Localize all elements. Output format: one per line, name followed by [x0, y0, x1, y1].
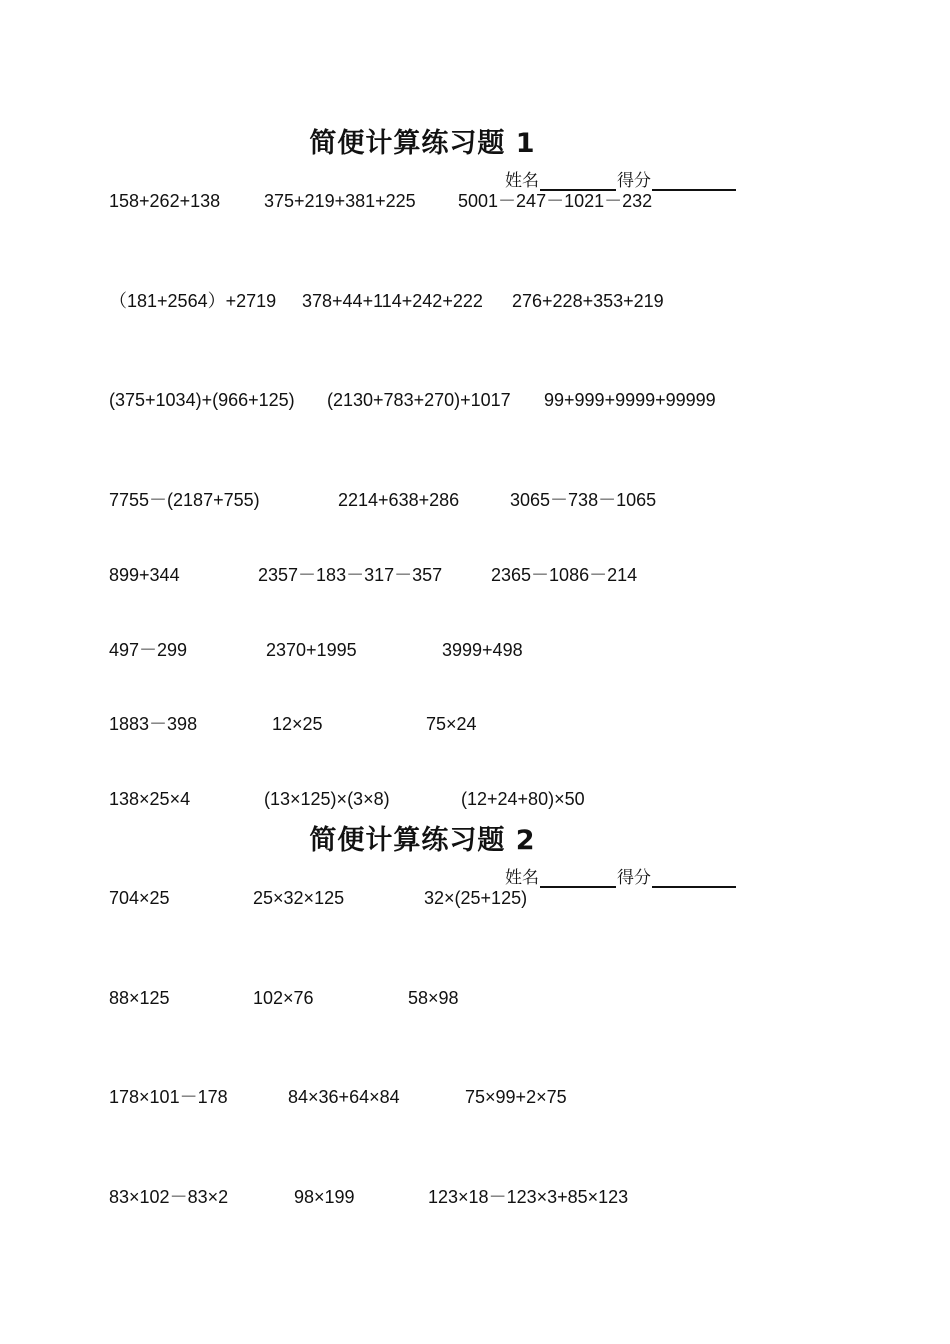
name-blank[interactable] [540, 868, 616, 888]
problem: (375+1034)+(966+125) [109, 390, 295, 410]
problem: 375+219+381+225 [264, 191, 416, 211]
problem: 276+228+353+219 [512, 291, 664, 311]
name-score-line-2 [505, 863, 737, 888]
score-label: 得分 [617, 868, 651, 888]
score-blank[interactable] [652, 171, 736, 191]
worksheet-title-1: 简便计算练习题 1 [309, 128, 536, 159]
name-label: 姓名 [505, 171, 539, 191]
problem: (12+24+80)×50 [461, 789, 585, 809]
problem: 25×32×125 [253, 888, 345, 908]
problem: (2130+783+270)+1017 [327, 390, 511, 410]
problem: 99+999+9999+99999 [544, 390, 716, 410]
problem: 123×18－123×3+85×123 [428, 1187, 629, 1207]
problem: 5001－247－1021－232 [458, 191, 653, 211]
problem: 75×99+2×75 [465, 1087, 567, 1107]
problem: 899+344 [109, 565, 180, 585]
problem: 32×(25+125) [424, 888, 528, 908]
problem: 98×199 [294, 1187, 355, 1207]
problem: 58×98 [408, 988, 459, 1008]
worksheet-title-2: 简便计算练习题 2 [309, 825, 536, 856]
problem: 1883－398 [109, 714, 198, 734]
name-blank[interactable] [540, 171, 616, 191]
problem: 158+262+138 [109, 191, 221, 211]
score-blank[interactable] [652, 868, 736, 888]
problem: （181+2564）+2719 [109, 291, 277, 311]
problem: 3065－738－1065 [510, 490, 657, 510]
problem: 2214+638+286 [338, 490, 460, 510]
problem: 83×102－83×2 [109, 1187, 229, 1207]
problem: 102×76 [253, 988, 314, 1008]
problem: 88×125 [109, 988, 170, 1008]
problem: 12×25 [272, 714, 323, 734]
problem: 84×36+64×84 [288, 1087, 400, 1107]
problem: (13×125)×(3×8) [264, 789, 390, 809]
name-label: 姓名 [505, 868, 539, 888]
problem: 3999+498 [442, 640, 523, 660]
score-label: 得分 [617, 171, 651, 191]
problem: 378+44+114+242+222 [302, 291, 483, 311]
problem: 178×101－178 [109, 1087, 228, 1107]
problem: 2357－183－317－357 [258, 565, 443, 585]
problem: 7755－(2187+755) [109, 490, 260, 510]
problem: 497－299 [109, 640, 188, 660]
problem: 75×24 [426, 714, 477, 734]
problem: 704×25 [109, 888, 170, 908]
problem: 138×25×4 [109, 789, 191, 809]
problem: 2365－1086－214 [491, 565, 638, 585]
name-score-line-1 [505, 166, 737, 191]
problem: 2370+1995 [266, 640, 357, 660]
